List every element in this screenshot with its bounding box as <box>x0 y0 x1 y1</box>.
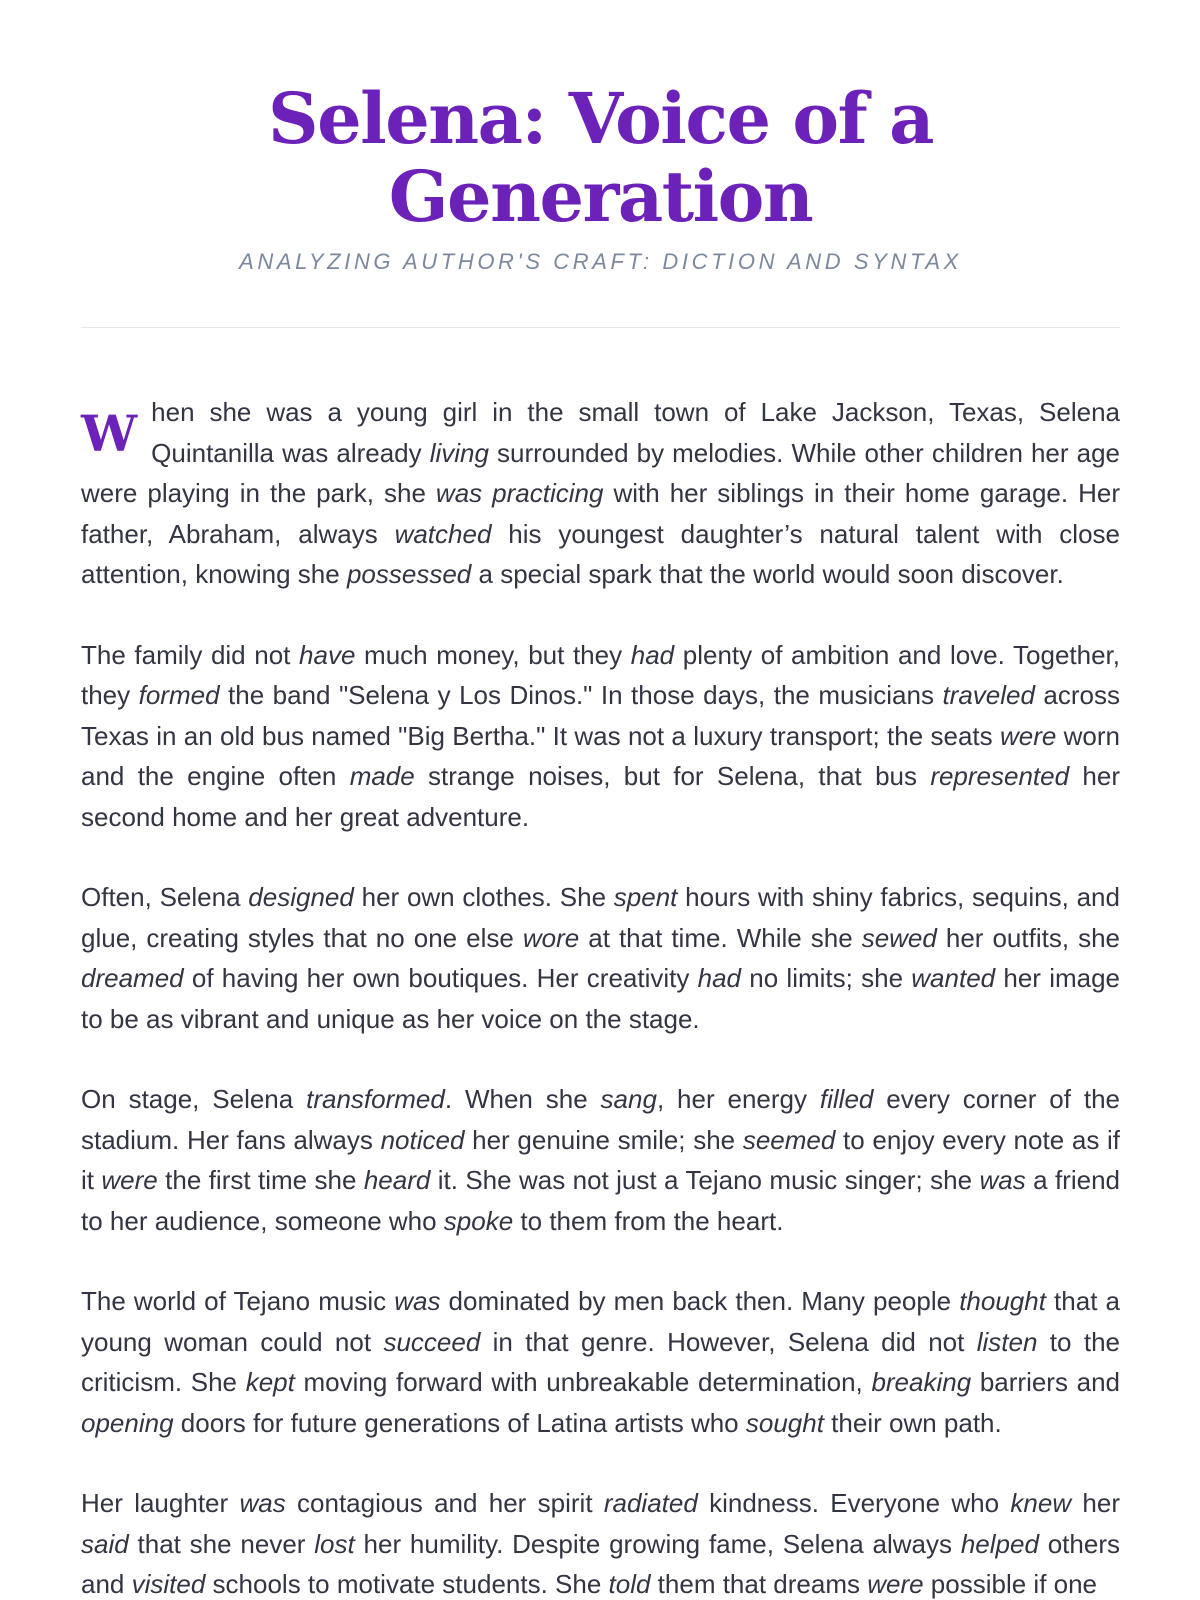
text-segment: to the criticism. She <box>81 1326 1120 1397</box>
article-paragraph <box>81 392 1120 595</box>
text-segment: her humility. Despite growing fame, Selena always <box>354 1528 961 1559</box>
text-segment: their own path. <box>823 1407 1002 1438</box>
text-segment: of having her own boutiques. Her creativity <box>183 963 698 993</box>
text-segment: moving forward with unbreakable determination, <box>294 1367 872 1397</box>
text-segment: with her siblings in their home garage. Her father, Abraham, always <box>81 478 1120 549</box>
article-paragraph <box>81 1281 1120 1443</box>
italic-verb: sought <box>745 1407 824 1438</box>
text-segment: strange noises, but for Selena, that bus <box>414 761 931 791</box>
text-segment: . When she <box>444 1084 601 1114</box>
italic-verb: kept <box>245 1367 295 1397</box>
header-divider <box>81 327 1120 328</box>
italic-verb: breaking <box>871 1367 972 1397</box>
text-segment: doors for future generations of Latina artists who <box>173 1407 746 1438</box>
italic-verb: opening <box>81 1407 174 1438</box>
italic-verb: transformed <box>306 1084 445 1114</box>
text-segment: to them from the heart. <box>513 1205 784 1236</box>
text-segment: her second home and her great adventure. <box>81 761 1120 832</box>
italic-verb: wanted <box>911 963 996 993</box>
italic-verb: made <box>349 761 415 791</box>
italic-verb: noticed <box>380 1124 465 1155</box>
italic-verb: told <box>608 1569 651 1599</box>
text-segment: that she never <box>128 1528 315 1559</box>
text-segment: schools to motivate students. She <box>205 1569 609 1599</box>
italic-verb: seemed <box>742 1124 836 1155</box>
text-segment: , her energy <box>656 1084 820 1114</box>
text-segment: dominated by men back then. Many people <box>440 1286 960 1316</box>
italic-verb: were <box>101 1165 158 1195</box>
italic-verb: spent <box>613 882 678 912</box>
text-segment: contagious and her spirit <box>285 1488 604 1518</box>
article-paragraph <box>81 1483 1120 1600</box>
text-segment: at that time. While she <box>579 922 862 953</box>
text-segment: her genuine smile; she <box>464 1124 743 1155</box>
italic-verb: traveled <box>942 680 1035 710</box>
text-segment: hen she was a young girl in the small town of Lake Jackson, Texas, Selena Quintanilla was already <box>151 397 1120 468</box>
italic-verb: dreamed <box>81 963 184 993</box>
text-segment: Often, Selena <box>81 882 249 912</box>
text-segment: On stage, Selena <box>81 1084 307 1114</box>
italic-verb: lost <box>314 1528 355 1559</box>
text-segment: his youngest daughter’s natural talent with close attention, knowing she <box>81 518 1120 589</box>
italic-verb: radiated <box>603 1488 698 1518</box>
article-body <box>81 392 1120 1600</box>
italic-verb: was <box>239 1488 286 1518</box>
text-segment: worn and the engine often <box>81 720 1121 791</box>
text-segment: her <box>1071 1488 1120 1518</box>
text-segment: plenty of ambition and love. Together, they <box>81 639 1120 710</box>
italic-verb: sewed <box>861 922 937 953</box>
text-segment: it. She was not just a Tejano music singer; she <box>430 1165 980 1195</box>
italic-verb: was <box>394 1286 441 1316</box>
italic-verb: said <box>81 1528 129 1559</box>
text-segment: in that genre. However, Selena did not <box>480 1326 977 1357</box>
text-segment: to enjoy every note as if it <box>81 1124 1121 1195</box>
italic-verb: formed <box>138 680 220 710</box>
article-paragraph <box>81 635 1120 838</box>
italic-verb: have <box>299 639 356 670</box>
text-segment: every corner of the stadium. Her fans always <box>81 1084 1120 1155</box>
text-segment: surrounded by melodies. While other children her age were playing in the park, she <box>81 437 1120 508</box>
italic-verb: had <box>630 639 675 670</box>
text-segment: no limits; she <box>741 963 912 993</box>
italic-verb: living <box>429 437 489 468</box>
italic-verb: helped <box>960 1528 1039 1559</box>
text-segment: her image to be as vibrant and unique as her voice on the stage. <box>81 963 1121 1034</box>
text-segment: that a young woman could not <box>81 1286 1120 1357</box>
italic-verb: were <box>867 1569 924 1599</box>
text-segment: much money, but they <box>355 639 631 670</box>
article-paragraph <box>81 1079 1120 1241</box>
text-segment: possible if one <box>923 1569 1098 1599</box>
text-segment: a friend to her audience, someone who <box>81 1165 1120 1236</box>
italic-verb: represented <box>930 761 1070 791</box>
text-segment: hours with shiny fabrics, sequins, and glue, creating styles that no one else <box>81 882 1120 953</box>
text-segment: The world of Tejano music <box>81 1286 395 1316</box>
document-header <box>81 77 1120 276</box>
italic-verb: was <box>979 1165 1026 1195</box>
italic-verb: knew <box>1010 1488 1072 1518</box>
text-segment: others and <box>81 1528 1120 1599</box>
italic-verb: sang <box>600 1084 657 1114</box>
drop-cap-letter: W <box>81 404 138 463</box>
text-segment: the first time she <box>157 1165 364 1195</box>
text-segment: her outfits, she <box>936 922 1120 953</box>
italic-verb: thought <box>959 1286 1046 1316</box>
text-segment: her own clothes. She <box>353 882 614 912</box>
document-subtitle: ANALYZING AUTHOR'S CRAFT: DICTION AND SYNTAX <box>239 249 962 274</box>
italic-verb: were <box>999 720 1057 751</box>
italic-verb: filled <box>819 1084 874 1114</box>
document-title: Selena: Voice of a Generation <box>268 77 933 238</box>
text-segment: a special spark that the world would soon discover. <box>471 559 1064 589</box>
italic-verb: was practicing <box>435 478 604 508</box>
italic-verb: spoke <box>443 1205 514 1236</box>
text-segment: the band "Selena y Los Dinos." In those days, the musicians <box>219 680 943 710</box>
italic-verb: succeed <box>383 1326 481 1357</box>
italic-verb: watched <box>394 518 492 549</box>
text-segment: them that dreams <box>650 1569 868 1599</box>
italic-verb: wore <box>522 922 580 953</box>
italic-verb: visited <box>131 1569 206 1599</box>
article-paragraph <box>81 877 1120 1039</box>
text-segment: The family did not <box>81 639 300 670</box>
text-segment: kindness. Everyone who <box>697 1488 1011 1518</box>
italic-verb: designed <box>248 882 354 912</box>
italic-verb: heard <box>363 1165 431 1195</box>
italic-verb: listen <box>976 1326 1038 1357</box>
text-segment: Her laughter <box>81 1488 240 1518</box>
text-segment: across Texas in an old bus named "Big Bertha." It was not a luxury transport; the seats <box>81 680 1120 751</box>
italic-verb: had <box>697 963 742 993</box>
italic-verb: possessed <box>346 559 472 589</box>
text-segment: barriers and <box>971 1367 1121 1397</box>
